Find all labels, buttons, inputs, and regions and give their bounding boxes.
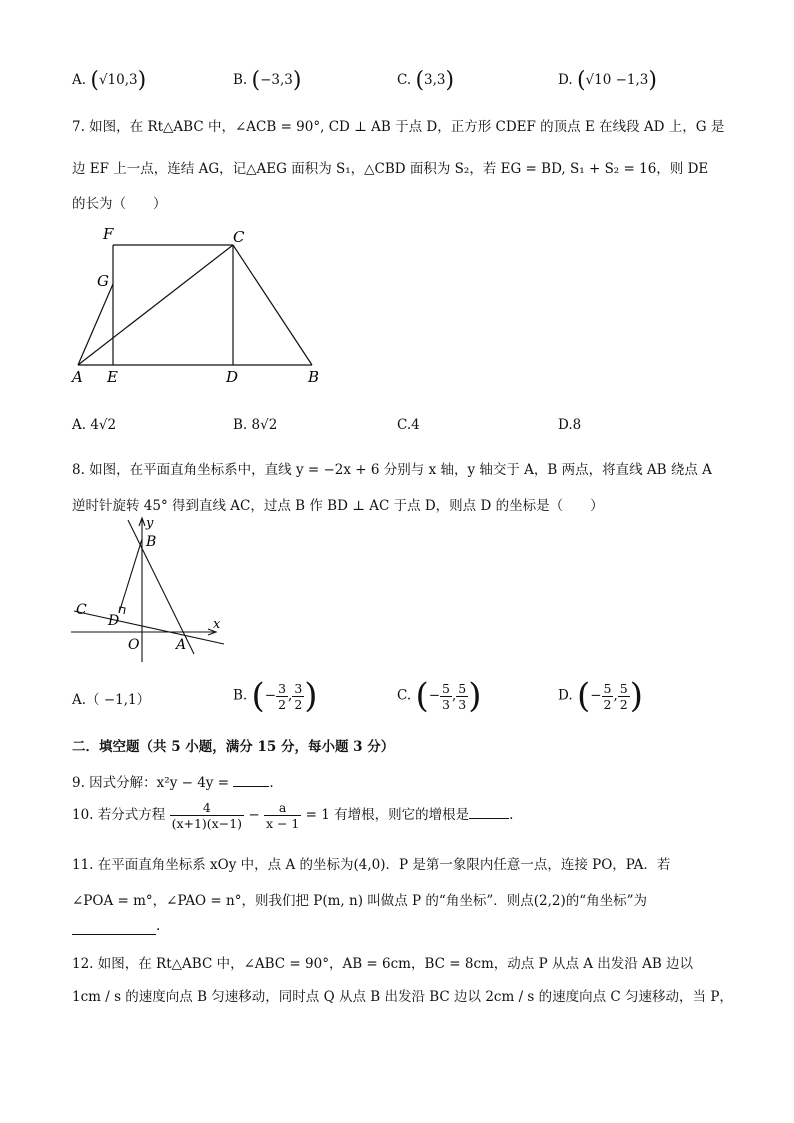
q7-label-b: B <box>308 368 320 386</box>
q7-line-3: 的长为（ ） <box>72 196 167 212</box>
q7-line-2: 边 EF 上一点，连结 AG，记△AEG 面积为 S₁，△CBD 面积为 S₂，若 EG = BD, S₁ + S₂ = 16，则 DE <box>72 161 709 177</box>
q9-answer-blank[interactable] <box>233 786 269 787</box>
q8-figure <box>66 514 236 666</box>
q8-right-angle-mark <box>119 607 125 614</box>
q8-line-1: 8. 如图，在平面直角坐标系中，直线 y = −2x + 6 分别与 x 轴，y 轴交于 A，B 两点，将直线 AB 绕点 A <box>72 462 712 478</box>
q8-segment-bd <box>119 539 142 613</box>
q8-label-y: y <box>146 516 154 531</box>
q7-segment-ag <box>78 284 113 365</box>
q7-segment-cb <box>233 245 312 365</box>
q7-segment-ac <box>78 245 233 365</box>
q7-label-d: D <box>226 368 239 386</box>
q11-line-1: 11. 在平面直角坐标系 xOy 中，点 A 的坐标为(4,0)．P 是第一象限内任意一点，连接 PO，PA．若 <box>72 857 671 873</box>
q6-option-d: D. (√10 −1,3) <box>558 68 657 93</box>
q8-option-c: C. (− $\frac{5}{3}$ , $\frac{5}{3}$ ) <box>397 676 482 716</box>
q6-option-b: B. (−3,3) <box>233 68 302 93</box>
q8-label-c: C <box>76 602 87 618</box>
q8-option-d: D. (− $\frac{5}{2}$ , $\frac{5}{2}$ ) <box>558 676 643 716</box>
q9: 9. 因式分解：x²y − 4y = . <box>72 775 274 791</box>
q7-option-b: B. 8√2 <box>233 417 278 433</box>
q8-line-2: 逆时针旋转 45° 得到直线 AC，过点 B 作 BD ⊥ AC 于点 D，则点 D 的坐标是（ ） <box>72 498 604 514</box>
q6-option-a: A. (√10,3) <box>72 68 147 93</box>
q11-line-2: ∠POA = m°，∠PAO = n°，则我们把 P(m, n) 叫做点 P 的“角坐标”．则点(2,2)的“角坐标”为 <box>72 893 648 909</box>
q7-label-g: G <box>97 272 109 290</box>
q8-label-b: B <box>146 534 157 550</box>
q7-label-c: C <box>233 228 245 246</box>
q10-answer-blank[interactable] <box>469 818 509 819</box>
q8-label-a: A <box>176 637 187 653</box>
q8-option-a: A.（ −1,1） <box>72 692 151 708</box>
q11-line-3: . <box>72 918 160 935</box>
section-2-title: 二．填空题（共 5 小题，满分 15 分，每小题 3 分） <box>72 739 395 755</box>
q7-option-c: C.4 <box>397 417 420 433</box>
q10: 10. 若分式方程 $\frac{4}{(x+1)(x-1)}$ − $\frac{a}{x - 1}$ = 1 有增根，则它的增根是 . <box>72 800 514 831</box>
q11-answer-blank[interactable] <box>72 918 156 935</box>
q7-option-d: D.8 <box>558 417 582 433</box>
q8-label-o: O <box>128 637 140 653</box>
q6-option-c: C. (3,3) <box>397 68 455 93</box>
q8-label-x: x <box>213 617 221 632</box>
q7-option-a: A. 4√2 <box>72 417 117 433</box>
q7-line-1: 7. 如图，在 Rt△ABC 中，∠ACB = 90°, CD ⊥ AB 于点 D，正方形 CDEF 的顶点 E 在线段 AD 上，G 是 <box>72 119 725 135</box>
q12-line-2: 1cm / s 的速度向点 B 匀速移动，同时点 Q 从点 B 出发沿 BC 边以 2cm / s 的速度向点 C 匀速移动，当 P， <box>72 989 733 1005</box>
q7-label-e: E <box>107 368 118 386</box>
q8-line-ac <box>74 611 224 644</box>
q8-label-d: D <box>108 613 120 629</box>
q8-option-b: B. (− $\frac{3}{2}$ , $\frac{3}{2}$ ) <box>233 676 318 716</box>
q7-label-a: A <box>72 368 83 386</box>
q7-figure <box>66 222 336 387</box>
q12-line-1: 12. 如图，在 Rt△ABC 中，∠ABC = 90°，AB = 6cm，BC = 8cm，动点 P 从点 A 出发沿 AB 边以 <box>72 956 694 972</box>
q7-label-f: F <box>103 225 114 243</box>
q8-line-ab <box>128 520 194 654</box>
